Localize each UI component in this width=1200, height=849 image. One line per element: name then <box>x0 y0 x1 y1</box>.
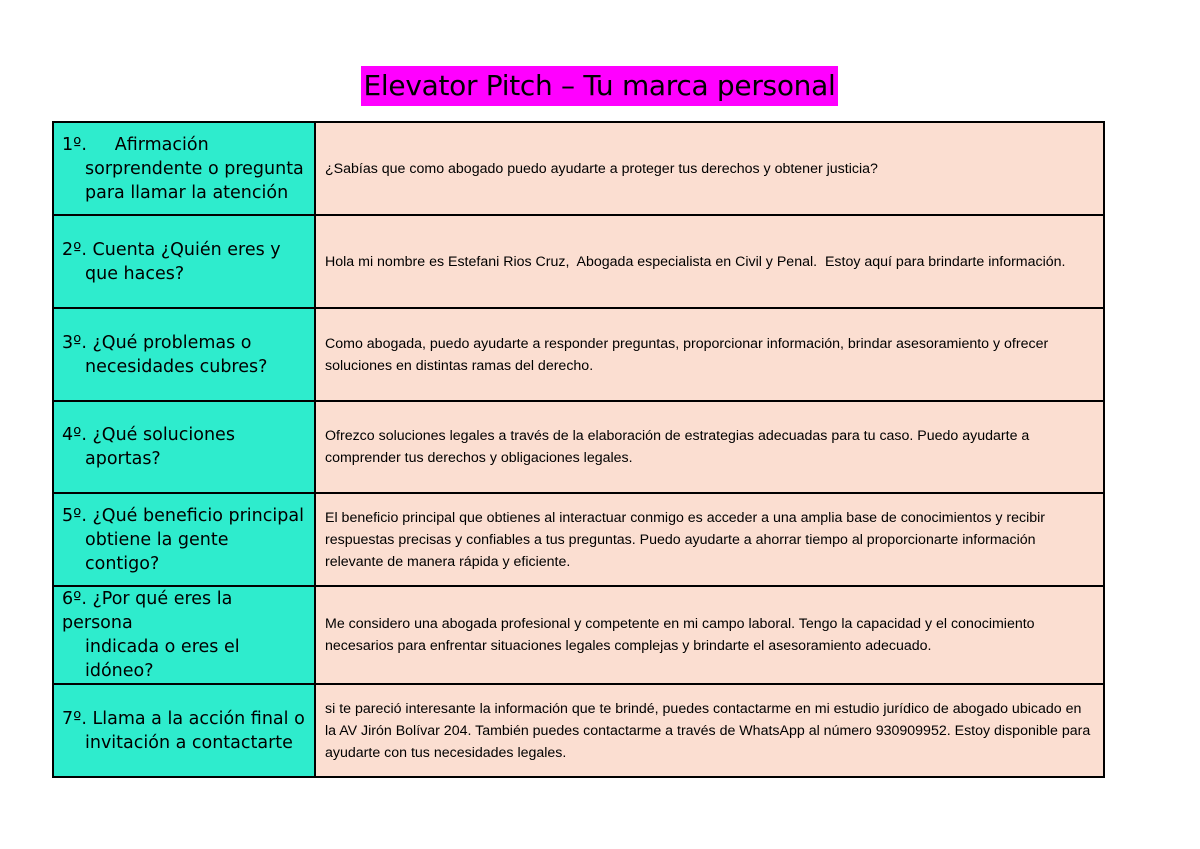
question-cell <box>53 493 315 586</box>
answer-text: si te pareció interesante la información que te brindé, puedes contactarme en mi estudio jurídico de abogado ubicado en la AV Jirón Bolívar 204. También puedes contactarme a través de WhatsApp al número 930909952. Estoy disponible para ayudarte con tus necesidades legales. <box>325 700 1091 761</box>
question-label: 7º. Llama a la acción final o <box>62 708 305 729</box>
table-row <box>53 493 1104 586</box>
question-cell <box>53 401 315 493</box>
question-label-cont: sorprendente o pregunta para llamar la atención <box>85 158 304 203</box>
question-label: 5º. ¿Qué beneficio principal <box>62 505 304 526</box>
table-row <box>53 586 1104 684</box>
question-cell <box>53 308 315 401</box>
answer-text: Hola mi nombre es Estefani Rios Cruz, Abogada especialista en Civil y Penal. Estoy aquí para brindarte información. <box>325 253 1066 270</box>
question-label-cont: indicada o eres el idóneo? <box>85 637 240 681</box>
answer-cell <box>315 215 1104 308</box>
answer-cell <box>315 308 1104 401</box>
question-label: 6º. ¿Por qué eres la persona <box>62 589 233 633</box>
answer-cell <box>315 684 1104 777</box>
question-label-cont: que haces? <box>85 263 185 284</box>
question-label: 4º. ¿Qué soluciones <box>62 425 235 445</box>
question-cell <box>53 215 315 308</box>
question-label: 3º. ¿Qué problemas o <box>62 332 252 353</box>
answer-cell <box>315 493 1104 586</box>
answer-text: Como abogada, puedo ayudarte a responder preguntas, proporcionar información, brindar asesoramiento y ofrecer soluciones en distintas ramas del derecho. <box>325 335 1049 374</box>
question-cell <box>53 122 315 215</box>
question-cell <box>53 586 315 684</box>
answer-text: Me considero una abogada profesional y competente en mi campo laboral. Tengo la capacidad y el conocimiento necesarios para enfrentar situaciones legales complejas y brindarte el asesoramiento adecuado. <box>325 616 1035 654</box>
answer-cell <box>315 122 1104 215</box>
table-row <box>53 215 1104 308</box>
question-label-cont: invitación a contactarte <box>85 732 293 753</box>
answer-text: El beneficio principal que obtienes al interactuar conmigo es acceder a una amplia base de conocimientos y recibir respuestas precisas y confiables a tus preguntas. Puedo ayudarte a ahorrar tiempo al proporcionarte información relevante de manera rápida y eficiente. <box>325 509 1046 570</box>
question-label-cont: obtiene la gente contigo? <box>85 529 229 574</box>
answer-text: ¿Sabías que como abogado puedo ayudarte a proteger tus derechos y obtener justicia? <box>325 160 878 177</box>
pitch-table <box>52 121 1105 778</box>
table-row <box>53 122 1104 215</box>
answer-cell <box>315 401 1104 493</box>
question-label: 2º. Cuenta ¿Quién eres y <box>62 239 281 260</box>
page-title: Elevator Pitch – Tu marca personal <box>361 66 838 106</box>
question-label-cont: aportas? <box>85 449 161 469</box>
question-label: 1º. Afirmación <box>62 134 209 155</box>
answer-cell <box>315 586 1104 684</box>
answer-text: Ofrezco soluciones legales a través de la elaboración de estrategias adecuadas para tu caso. Puedo ayudarte a comprender tus derechos y obligaciones legales. <box>325 428 1030 466</box>
table-row <box>53 401 1104 493</box>
question-cell <box>53 684 315 777</box>
table-row <box>53 684 1104 777</box>
question-label-cont: necesidades cubres? <box>85 356 268 377</box>
table-row <box>53 308 1104 401</box>
